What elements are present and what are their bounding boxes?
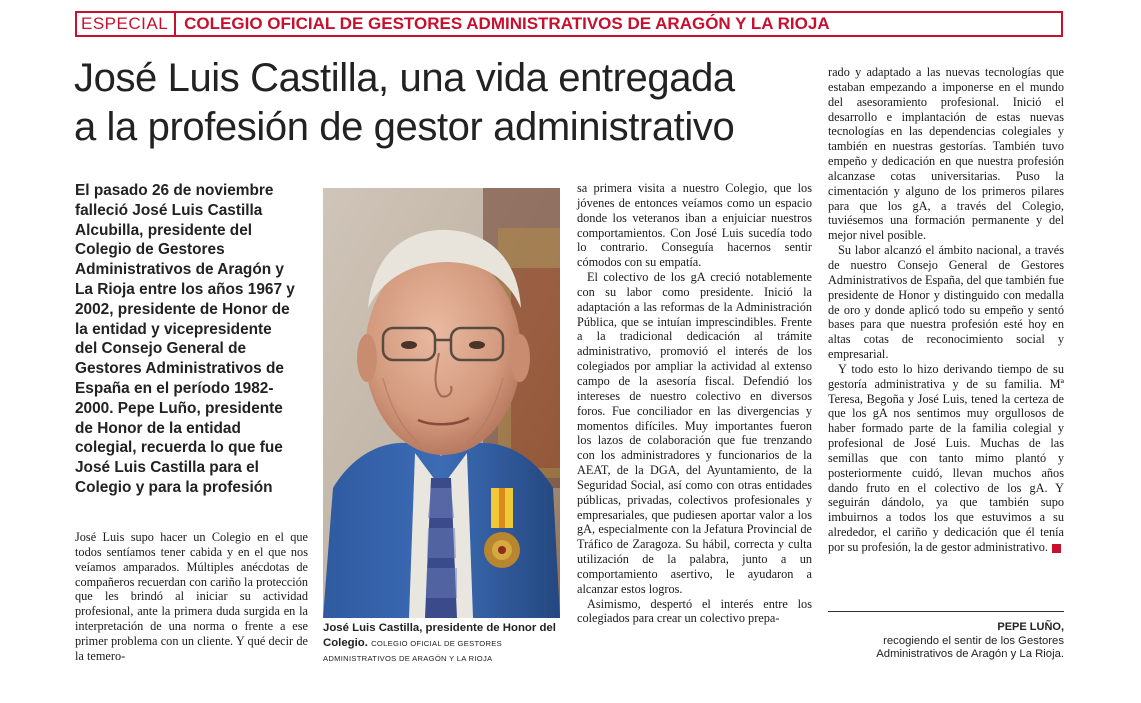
author-name: PEPE LUÑO, [997, 621, 1064, 633]
paragraph-text: El colectivo de los gA creció notablemente con su labor como presidente. Inició la adaptación a las reformas de la Administración Pública, que se intuían imprescindibles. Frente a la tradicional dedicación al trámite administrativo, promovió el interés de los colegiados por ampliar la actividad al extenso campo de la asesoría fiscal. Defendió los intereses de nuestro colectivo en diversos foros. Fue conciliador en las divergencias y momentos difíciles. Muy importantes fueron los lazos de colaboración que fue trenzando con los administradores y funcionarios de la AEAT, de la DGA, del Ayuntamiento, de la Seguridad Social, así como con otras entidades públicas, privadas, colectivos profesionales y empresariales, que pudiesen aportar valor a los gA, especialmente con la Jefatura Provincial de Tráfico de Zaragoza. Su hábil, correcta y culta utilización de la palabra, junto a un comportamiento asertivo, le ayudaron a alcanzar estos logros. [577, 270, 812, 596]
article-paragraph [577, 597, 812, 627]
article-paragraph [75, 530, 308, 664]
portrait-photo [323, 188, 560, 618]
lede-line: 2002, presidente de Honor de [75, 300, 290, 318]
lede-line: Administrativos de Aragón y [75, 261, 284, 279]
end-mark-icon [1052, 544, 1061, 553]
lede-line: Colegio de Gestores [75, 241, 225, 259]
paragraph-text: Asimismo, despertó el interés entre los colegiados para crear un colectivo prepa- [577, 596, 812, 626]
paragraph-text: Su labor alcanzó el ámbito nacional, a través de nuestro Consejo General de Gestores Administrativos de España, del que también fue presidente de Honor y distinguido con medalla de oro y donde aplicó todo su empeño y sentó bases para que nuestra profesión esté hoy en altas cotas de reconocimiento social y empresarial. [828, 243, 1064, 362]
lede-line: la entidad y vicepresidente [75, 320, 272, 338]
section-subtitle: COLEGIO OFICIAL DE GESTORES ADMINISTRATIVOS DE ARAGÓN Y LA RIOJA [184, 14, 830, 33]
lede-line: colegial, recuerda lo que fue [75, 439, 283, 457]
article-column-1 [75, 530, 308, 664]
article-paragraph [828, 243, 1064, 362]
photo-caption [323, 621, 560, 666]
lede-line: Colegio y para la profesión [75, 478, 273, 496]
headline-line-2: a la profesión de gestor administrativo [74, 105, 735, 149]
section-tag: ESPECIAL [77, 13, 176, 35]
lede-line: José Luis Castilla para el [75, 459, 259, 477]
paragraph-text: rado y adaptado a las nuevas tecnologías que estaban empezando a imponerse en el mundo del asesoramiento profesional. Inició el desarrollo e implantación de estas nuevas tecnologías en las dependencias colegiales y también en nuestras gestorías. También tuvo empeño y dedicación en que nuestra profesión alcanzase cotas universitarias. Puso la cimentación y alguno de los primeros pilares para que los gA, a través del Colegio, tuviésemos una formación permanente y del mejor nivel posible. [828, 65, 1064, 243]
lede-line: Gestores Administrativos de [75, 360, 284, 378]
paragraph-text: sa primera visita a nuestro Colegio, que los jóvenes de entonces veíamos como un espacio donde los veteranos iban a enjuiciar nuestros comportamientos. Con José Luis sucedía todo lo contrario. Conseguía hacernos sentir cómodos con su empatía. [577, 181, 812, 270]
article-column-3 [828, 65, 1064, 555]
article-paragraph [828, 65, 1064, 243]
lede-line: La Rioja entre los años 1967 y [75, 280, 295, 298]
paragraph-text: José Luis supo hacer un Colegio en el que todos sentíamos tener cabida y en el que nos veíamos amparados. Múltiples anécdotas de compañeros recuerdan con cariño la protección que les brindó al iniciar su actividad profesional, ante la primera duda surgida en la interpretación de una norma o frente a ese primer problema con un cliente. Y qué decir de la temero- [75, 530, 308, 663]
lede-line: Alcubilla, presidente del [75, 221, 253, 239]
author-role-line-2: Administrativos de Aragón y La Rioja. [876, 648, 1064, 661]
section-header [75, 11, 1063, 37]
author-role-line-1: recogiendo el sentir de los Gestores [883, 634, 1064, 647]
caption-credit: COLEGIO OFICIAL DE GESTORES ADMINISTRATIVOS DE ARAGÓN Y LA RIOJA [323, 639, 503, 663]
article-paragraph [828, 362, 1064, 555]
lede-line: del Consejo General de [75, 340, 247, 358]
signature-block [828, 611, 1064, 662]
paragraph-text: Y todo esto lo hizo derivando tiempo de su gestoría administrativa y de su familia. Mª Teresa, Begoña y José Luis, tened la certeza de que los gA nos sentimos muy orgullosos de haber formado parte de la familia colegial y profesional de José Luis. Muchas de las semillas que con tanto mimo plantó y posteriormente cuidó, llevan muchos años dando fruto en el colectivo de los gA. Y seguirán dándolo, ya que también supo imbuirnos a todos los que estuvimos a su alrededor, el cariño y dedicación que él tenía por su profesión, la de gestor administrativo. [828, 361, 1064, 554]
article-paragraph [577, 181, 812, 270]
lede-line: de Honor de la entidad [75, 419, 241, 437]
article-column-2 [577, 181, 812, 626]
lede-line: España en el período 1982- [75, 379, 274, 397]
lede-line: 2000. Pepe Luño, presidente [75, 399, 283, 417]
headline-line-1: José Luis Castilla, una vida entregada [74, 56, 735, 100]
headline [74, 54, 814, 152]
article-paragraph [577, 270, 812, 597]
lede [75, 181, 305, 498]
lede-line: falleció José Luis Castilla [75, 201, 263, 219]
caption-text: José Luis Castilla, presidente de Honor del Colegio. [323, 622, 556, 649]
lede-line: El pasado 26 de noviembre [75, 182, 274, 199]
